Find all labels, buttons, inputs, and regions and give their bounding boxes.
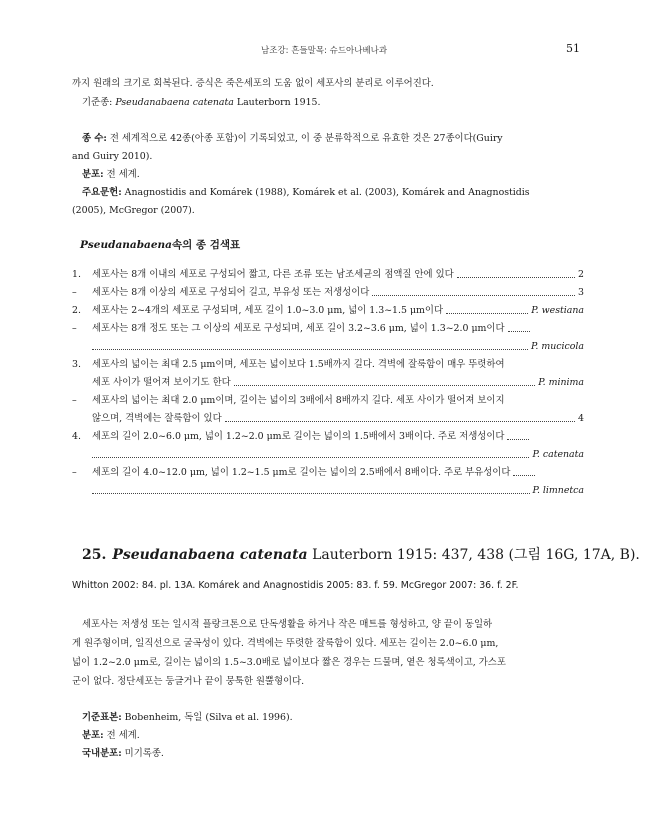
species-distribution-line	[82, 729, 594, 742]
key-row	[72, 394, 584, 407]
type-specimen-label: 기준표본:	[82, 712, 122, 723]
literature-label: 주요문헌:	[82, 187, 122, 198]
description-line-2: 게 원주형이며, 일직선으로 굴곡성이 있다. 격벽에는 뚜렷한 잘룩함이 있다. 세포는 길이는 2.0~6.0 μm,	[72, 638, 499, 649]
type-species-name: Pseudanabaena catenata	[115, 97, 234, 108]
key-row-number: 4.	[72, 431, 81, 442]
key-row-result: 2	[578, 269, 584, 280]
key-row	[72, 358, 584, 371]
key-row	[72, 304, 584, 317]
key-row-result: P. westiana	[531, 305, 584, 316]
key-row-lead	[92, 466, 584, 479]
key-row-result: P. limnetca	[532, 485, 584, 496]
species-distribution-text: 전 세계.	[106, 730, 140, 741]
key-row-text: 세포사는 8개 이내의 세포로 구성되어 짧고, 다른 조류 또는 남조세균의 점액질 안에 있다	[92, 269, 454, 280]
key-row-text: 세포사의 넓이는 최대 2.5 μm이며, 세포는 넓이보다 1.5배까지 길다. 격벽에 잘룩함이 매우 뚜렷하여	[92, 359, 505, 370]
literature-text: Anagnostidis and Komárek (1988), Komárek et al. (2003), Komárek and Anagnostidis	[124, 187, 530, 198]
key-row-text: 세포사는 2~4개의 세포로 구성되며, 세포 길이 1.0~3.0 μm, 넓이 1.3~1.5 μm이다	[92, 305, 444, 316]
type-species-label: 기준종:	[82, 97, 113, 108]
key-row	[72, 286, 584, 299]
key-row-lead	[92, 322, 584, 335]
type-species-author: Lauterborn 1915.	[236, 97, 321, 108]
key-row-text: 세포사의 넓이는 최대 2.0 μm이며, 길이는 넓이의 3배에서 8배까지 길다. 세포 사이가 떨어져 보이지	[92, 395, 505, 406]
key-row	[72, 376, 584, 389]
running-title: 남조강: 흔들말목: 슈드아나베나과	[261, 46, 388, 56]
key-row	[72, 484, 584, 497]
distribution-label: 분포:	[82, 169, 104, 180]
key-row-text: 세포사는 8개 정도 또는 그 이상의 세포로 구성되며, 세포 길이 3.2~3.6 μm, 넓이 1.3~2.0 μm이다	[92, 323, 505, 334]
key-row-lead	[92, 376, 584, 389]
key-title-genus: Pseudanabaena	[80, 239, 172, 251]
leader-dots	[92, 349, 528, 350]
species-count-line-2: and Guiry 2010).	[72, 151, 153, 162]
species-number: 25.	[82, 547, 107, 563]
key-row-number: –	[72, 395, 77, 406]
type-specimen-text: Bobenheim, 독일 (Silva et al. 1996).	[124, 712, 293, 723]
key-row-number: 2.	[72, 305, 81, 316]
key-row	[72, 268, 584, 281]
leader-dots	[507, 439, 529, 440]
species-name: Pseudanabaena catenata	[112, 547, 308, 563]
literature-line	[82, 186, 594, 199]
key-row-lead	[92, 304, 584, 317]
description-line-4: 군이 없다. 정단세포는 둥글거나 끝이 뭉툭한 원뿔형이다.	[72, 676, 305, 687]
distribution-line	[82, 168, 594, 181]
key-title	[80, 237, 240, 252]
key-row-text: 세포의 길이 2.0~6.0 μm, 넓이 1.2~2.0 μm로 길이는 넓이의 1.5배에서 3배이다. 주로 저생성이다	[92, 431, 505, 442]
key-row-number: 1.	[72, 269, 81, 280]
key-row-result: P. minima	[538, 377, 584, 388]
key-row-lead	[92, 484, 584, 497]
key-row	[72, 430, 584, 443]
continued-paragraph: 까지 원래의 크기로 회복된다. 증식은 죽은세포의 도움 없이 세포사의 분리로 이루어진다.	[72, 78, 434, 89]
leader-dots	[234, 385, 536, 386]
key-row-lead	[92, 340, 584, 353]
key-row-result: P. catenata	[532, 449, 584, 460]
korea-distribution-label: 국내분포:	[82, 748, 122, 759]
korea-distribution-line	[82, 747, 594, 760]
key-row-lead	[92, 394, 584, 407]
key-row-text: 세포사는 8개 이상의 세포로 구성되어 길고, 부유성 또는 저생성이다	[92, 287, 370, 298]
species-distribution-label: 분포:	[82, 730, 104, 741]
key-row-number: 3.	[72, 359, 81, 370]
leader-dots	[513, 475, 535, 476]
page-header	[0, 41, 652, 57]
key-row-text: 않으며, 격벽에는 잘룩함이 있다	[92, 413, 222, 424]
distribution-text: 전 세계.	[106, 169, 140, 180]
key-row-result: 4	[578, 413, 584, 424]
leader-dots	[508, 331, 530, 332]
species-count-label: 종 수:	[82, 133, 107, 144]
key-row	[72, 340, 584, 353]
type-specimen-line	[82, 711, 594, 724]
leader-dots	[92, 493, 530, 494]
key-row-text: 세포 사이가 떨어져 보이기도 한다	[92, 377, 231, 388]
key-row-number: –	[72, 467, 77, 478]
type-species-line	[82, 96, 594, 109]
key-row-lead	[92, 268, 584, 281]
key-title-rest: 속의 종 검색표	[171, 239, 241, 251]
description-line-1: 세포사는 저생성 또는 일시적 플랑크톤으로 단독생활을 하거나 작은 매트를 형성하고, 양 끝이 동일하	[82, 619, 493, 630]
key-row	[72, 412, 584, 425]
key-row-lead	[92, 412, 584, 425]
species-references: Whitton 2002: 84. pl. 13A. Komárek and Anagnostidis 2005: 83. f. 59. McGregor 2007: 36. f. 2F.	[72, 580, 519, 591]
species-author-ref: Lauterborn 1915: 437, 438 (그림 16G, 17A, B).	[312, 547, 640, 563]
species-heading	[82, 544, 640, 564]
key-row-result: 3	[578, 287, 584, 298]
key-row-number: –	[72, 323, 77, 334]
species-count-line	[82, 132, 594, 145]
key-row-lead	[92, 430, 584, 443]
species-count-text: 전 세계적으로 42종(아종 포함)이 기록되었고, 이 중 분류학적으로 유효한 것은 27종이다(Guiry	[109, 133, 503, 144]
leader-dots	[225, 421, 575, 422]
page-number: 51	[566, 42, 580, 55]
leader-dots	[457, 277, 575, 278]
key-row-result: P. mucicola	[530, 341, 584, 352]
key-row-text: 세포의 길이 4.0~12.0 μm, 넓이 1.2~1.5 μm로 길이는 넓이의 2.5배에서 8배이다. 주로 부유성이다	[92, 467, 511, 478]
key-row	[72, 466, 584, 479]
leader-dots	[92, 457, 529, 458]
key-row-lead	[92, 286, 584, 299]
korea-distribution-text: 미기록종.	[124, 748, 164, 759]
leader-dots	[446, 313, 528, 314]
description-line-3: 넓이 1.2~2.0 μm로, 길이는 넓이의 1.5~3.0배로 넓이보다 짧은 경우는 드물며, 옅은 청록색이고, 가스포	[72, 657, 506, 668]
key-row	[72, 322, 584, 335]
key-row-lead	[92, 448, 584, 461]
literature-line-2: (2005), McGregor (2007).	[72, 205, 195, 216]
key-row-number: –	[72, 287, 77, 298]
key-row-lead	[92, 358, 584, 371]
leader-dots	[372, 295, 575, 296]
key-row	[72, 448, 584, 461]
